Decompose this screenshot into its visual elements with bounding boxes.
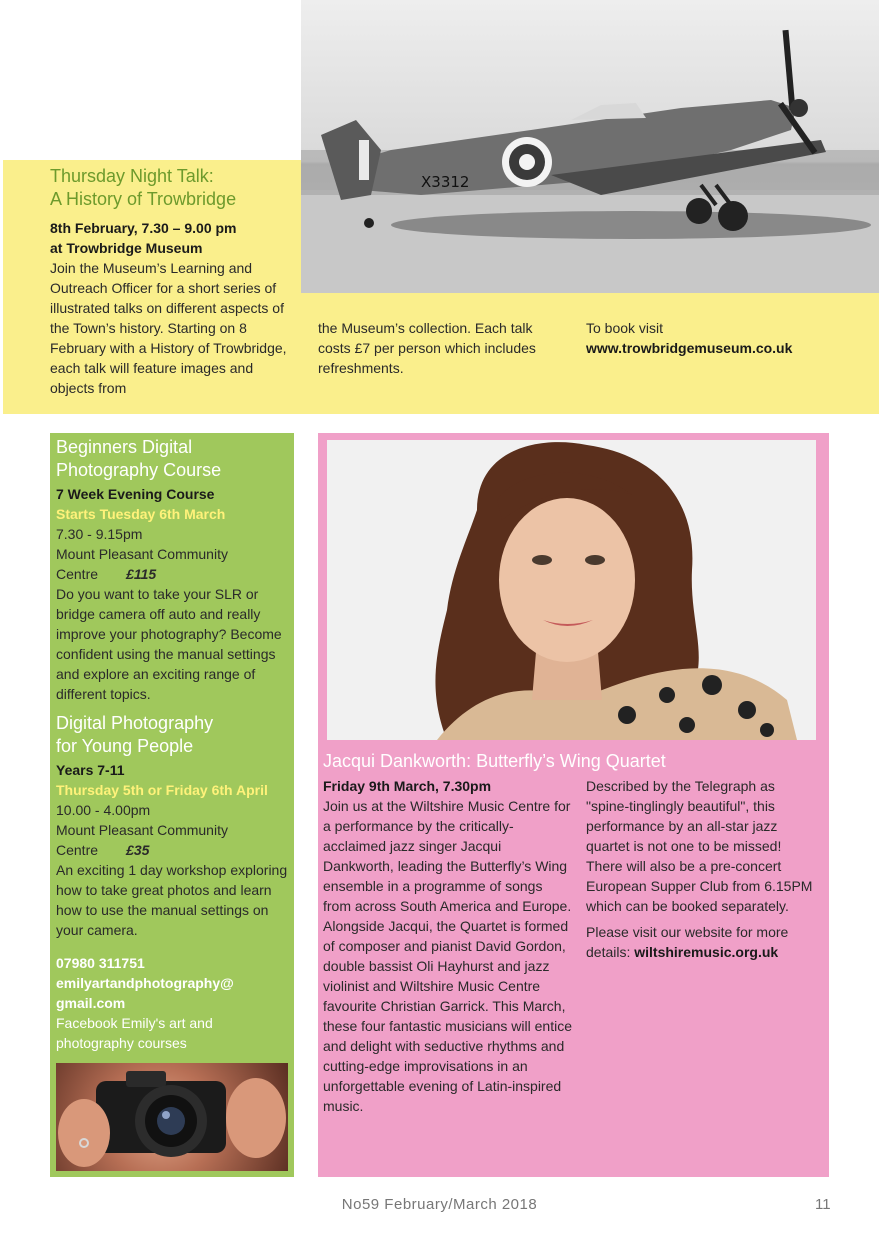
- jazz-date: Friday 9th March, 7.30pm: [323, 778, 492, 794]
- talk-body-col2: the Museum’s collection. Each talk costs £7 per person which includes refreshments.: [318, 320, 536, 376]
- course1-body: Do you want to take your SLR or bridge camera off auto and really improve your photography? Become confident using the manual settings and explore an exciting range of different topics.: [56, 586, 282, 702]
- jazz-visit: [586, 922, 821, 962]
- talk-title-line2: A History of Trowbridge: [50, 189, 237, 209]
- course1-venue: Mount Pleasant Community Centre: [56, 546, 228, 582]
- course1-title-line1: Beginners Digital: [56, 437, 193, 457]
- jazz-title: Jacqui Dankworth: Butterfly’s Wing Quartet: [323, 751, 666, 771]
- course2-venue: Mount Pleasant Community Centre: [56, 822, 228, 858]
- page-number: 11: [815, 1196, 831, 1213]
- course2-title-line1: Digital Photography: [56, 713, 214, 733]
- camera-illustration: [56, 1063, 288, 1171]
- talk-title: [50, 165, 300, 211]
- course2-body: An exciting 1 day workshop exploring how to take great photos and learn how to use the manual settings on your camera.: [56, 862, 288, 938]
- course2-price: £35: [126, 842, 150, 858]
- course2-time: 10.00 - 4.00pm: [56, 802, 151, 818]
- course2-dates: Thursday 5th or Friday 6th April: [56, 782, 268, 798]
- contact-email-line2[interactable]: gmail.com: [56, 995, 126, 1011]
- camera-photo: [56, 1063, 288, 1171]
- wiltshire-music-link[interactable]: wiltshiremusic.org.uk: [634, 944, 779, 960]
- talk-body-col1: Join the Museum’s Learning and Outreach Officer for a short series of illustrated talks on different aspects of the Town’s history. Starting on 8 February with a History of Trowbridge, each talk will feature images and objects from: [50, 260, 287, 396]
- talk-booking: [586, 318, 846, 358]
- course1-venue-line: [56, 544, 288, 584]
- spitfire-photo: [301, 0, 879, 293]
- jazz-col2: [586, 776, 821, 962]
- talk-date-venue: [50, 218, 300, 258]
- photography-contact: [56, 953, 288, 1053]
- course2-venue-line: [56, 820, 288, 860]
- jazz-body-col1: Join us at the Wiltshire Music Centre for a performance by the critically-acclaimed jazz singer Jacqui Dankworth, leading the Butterfly’s Wing ensemble in a programme of songs from across South America and Europe. Alongside Jacqui, the Quartet is formed of composer and pianist David Gordon, double bassist Oli Hayhurst and jazz violinist and Wiltshire Music Centre favourite Christian Garrick. This March, these four fantastic musicians will entice and delight with seductive rhythms and cutting-edge improvisations in an unforgettable evening of Latin-inspired music.: [323, 798, 572, 1114]
- course1-price: £115: [126, 566, 157, 582]
- talk-date: 8th February, 7.30 – 9.00 pm: [50, 220, 237, 236]
- talk-title-line1: Thursday Night Talk:: [50, 166, 214, 186]
- course1-subtitle: 7 Week Evening Course: [56, 486, 215, 502]
- talk-venue: at Trowbridge Museum: [50, 240, 203, 256]
- course1-title-line2: Photography Course: [56, 460, 222, 480]
- footer-issue: No59 February/March 2018: [341, 1196, 538, 1213]
- plane-serial: X3312: [421, 173, 470, 191]
- talk-book-text: To book visit: [586, 320, 664, 336]
- course2-subtitle: Years 7-11: [56, 762, 125, 778]
- photography-course1: [56, 436, 288, 704]
- course2-title-line2: for Young People: [56, 736, 194, 756]
- contact-facebook[interactable]: Facebook Emily's art and photography courses: [56, 1015, 213, 1051]
- spitfire-illustration: [301, 0, 879, 293]
- photography-course2: [56, 712, 288, 940]
- course1-time: 7.30 - 9.15pm: [56, 526, 143, 542]
- singer-photo: [327, 440, 816, 740]
- singer-illustration: [327, 440, 816, 740]
- jazz-col1: [323, 776, 573, 1116]
- contact-phone[interactable]: 07980 311751: [56, 955, 145, 971]
- jazz-body-col2: Described by the Telegraph as "spine-tinglingly beautiful", this performance by an all-star jazz quartet is not one to be missed! There will also be a pre-concert European Supper Club from 6.15PM which can be booked separately.: [586, 778, 813, 914]
- contact-email-line1[interactable]: emilyartandphotography@: [56, 975, 234, 991]
- course1-title: [56, 436, 288, 482]
- course2-title: [56, 712, 288, 758]
- course1-start: Starts Tuesday 6th March: [56, 506, 226, 522]
- jazz-visit-text: Please visit our website for more details:: [586, 924, 789, 960]
- museum-website-link[interactable]: www.trowbridgemuseum.co.uk: [586, 340, 793, 356]
